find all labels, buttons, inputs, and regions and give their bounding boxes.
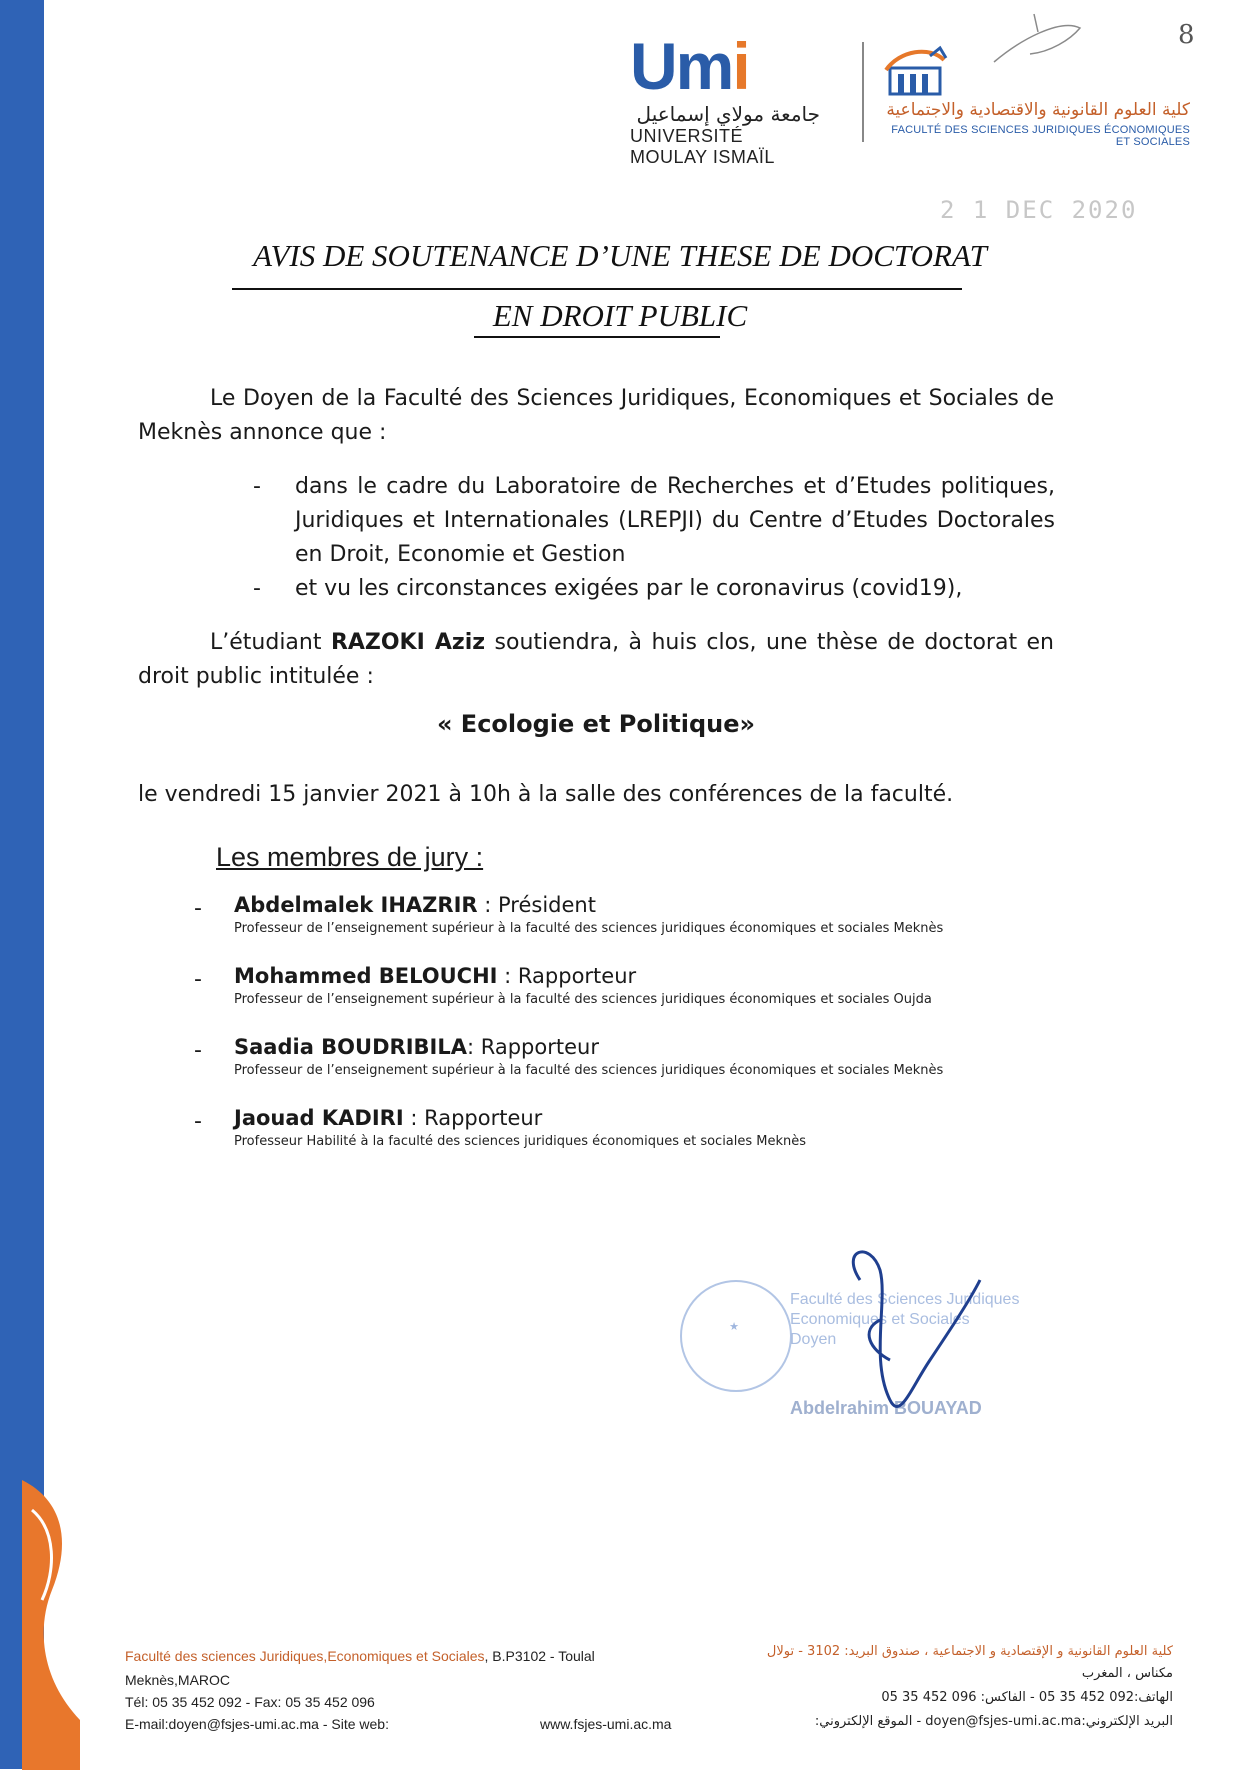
student-paragraph: [138, 626, 1054, 694]
footer-phone: Tél: 05 35 452 092 - Fax: 05 35 452 096: [125, 1694, 375, 1710]
footer-arabic-city: مكناس ، المغرب: [1081, 1666, 1173, 1681]
jury-heading: Les membres de jury :: [216, 842, 484, 872]
member-dash: -: [194, 896, 202, 921]
member-dash: -: [194, 1109, 202, 1134]
bullet-item: [245, 470, 1055, 572]
member-detail: Professeur de l’enseignement supérieur à la faculté des sciences juridiques économiques et sociales Oujda: [234, 992, 932, 1007]
header-divider: [862, 42, 864, 142]
thesis-title: « Ecologie et Politique»: [436, 710, 756, 738]
faculty-arabic-name: كلية العلوم القانونية والاقتصادية والاجتماعية: [886, 100, 1190, 120]
umi-logo: [630, 29, 820, 168]
jury-member: [190, 1103, 1070, 1151]
member-detail: Professeur Habilité à la faculté des sciences juridiques économiques et sociales Meknès: [234, 1134, 807, 1149]
member-role: : Rapporteur: [466, 1035, 599, 1059]
footer-arabic-phone: الهاتف:092 452 35 05 - الفاكس: 096 452 35 05: [881, 1690, 1173, 1705]
faculty-emblem-icon: [880, 40, 970, 100]
footer-website-link[interactable]: www.fsjes-umi.ac.ma: [540, 1716, 672, 1732]
bullet-list: [245, 470, 1055, 606]
stamp-line: Faculté des Sciences Juridiques: [790, 1291, 1020, 1308]
student-suffix: soutiendra, à huis clos, une thèse de doctorat en droit public intitulée :: [138, 630, 1054, 689]
member-name: Saadia BOUDRIBILA: [234, 1035, 467, 1059]
umi-logo-mark: Umi: [630, 29, 749, 103]
member-dash: -: [194, 967, 202, 992]
jury-member: [190, 961, 1070, 1009]
orange-margin-ornament: [22, 1480, 80, 1770]
bullet-text: et vu les circonstances exigées par le coronavirus (covid19),: [295, 576, 963, 601]
member-dash: -: [194, 1038, 202, 1063]
member-detail: Professeur de l’enseignement supérieur à la faculté des sciences juridiques économiques et sociales Meknès: [234, 1063, 944, 1078]
jury-member: [190, 890, 1070, 938]
student-prefix: L’étudiant: [210, 630, 322, 655]
member-name: Jaouad KADIRI: [234, 1106, 404, 1130]
title-underline: [232, 288, 962, 290]
stamp-star-icon: ★: [729, 1320, 739, 1333]
official-stamp-circle: [680, 1280, 792, 1392]
stamp-line: Economiques et Sociales: [790, 1311, 970, 1328]
stamp-dean-name: Abdelrahim BOUAYAD: [790, 1398, 982, 1418]
member-detail: Professeur de l’enseignement supérieur à la faculté des sciences juridiques économiques et sociales Meknès: [234, 921, 944, 936]
footer-faculty-name: Faculté des sciences Juridiques,Economiques et Sociales: [125, 1648, 485, 1664]
bullet-dash: -: [253, 474, 261, 499]
member-role: : Rapporteur: [497, 964, 637, 988]
footer-arabic-email: البريد الإلكتروني:doyen@fsjes-umi.ac.ma - الموقع الإلكتروني:: [814, 1714, 1173, 1729]
footer-faculty-address: [125, 1648, 595, 1664]
title-underline-2: [474, 336, 720, 338]
intro-paragraph: Le Doyen de la Faculté des Sciences Juridiques, Economiques et Sociales de Meknès annonce que :: [138, 386, 1054, 445]
pencil-annotation: [990, 10, 1190, 70]
page-number-mark: 8: [1178, 20, 1195, 50]
student-name: RAZOKI Aziz: [330, 630, 486, 655]
defense-date: le vendredi 15 janvier 2021 à 10h à la salle des conférences de la faculté.: [138, 782, 954, 807]
jury-list: [190, 890, 1070, 1174]
stamp-line: Doyen: [790, 1331, 837, 1348]
date-stamp: 2 1 DEC 2020: [940, 196, 1138, 224]
faculty-french-name: FACULTÉ DES SCIENCES JURIDIQUES ÉCONOMIQUES ET SOCIALES: [891, 124, 1190, 148]
footer-arabic-address: كلية العلوم القانونية و الإقتصادية و الاجتماعية ، صندوق البريد: 3102 - تولال: [766, 1644, 1173, 1659]
member-role: : Rapporteur: [403, 1106, 543, 1130]
footer-email: E-mail:doyen@fsjes-umi.ac.ma - Site web:: [125, 1716, 389, 1732]
document-title-line1: AVIS DE SOUTENANCE D’UNE THESE DE DOCTORAT: [253, 238, 987, 273]
member-name: Abdelmalek IHAZRIR: [234, 893, 478, 917]
bullet-text: dans le cadre du Laboratoire de Recherches et d’Etudes politiques, Juridiques et Internationales (LREPJI) du Centre d’Etudes Doctorales en Droit, Economie et Gestion: [295, 474, 1055, 567]
jury-member: [190, 1032, 1070, 1080]
member-name: Mohammed BELOUCHI: [234, 964, 498, 988]
umi-french-name: UNIVERSITÉ MOULAY ISMAÏL: [630, 126, 775, 167]
footer-address: , B.P3102 - Toulal: [484, 1648, 595, 1664]
umi-arabic-name: جامعة مولاي إسماعيل: [636, 102, 820, 126]
signature-graphic: [830, 1240, 990, 1430]
footer-city: Meknès,MAROC: [125, 1672, 231, 1688]
bullet-dash: -: [253, 576, 261, 601]
bullet-item: [245, 572, 1055, 606]
document-title-line2: EN DROIT PUBLIC: [492, 298, 748, 333]
member-role: : Président: [477, 893, 596, 917]
